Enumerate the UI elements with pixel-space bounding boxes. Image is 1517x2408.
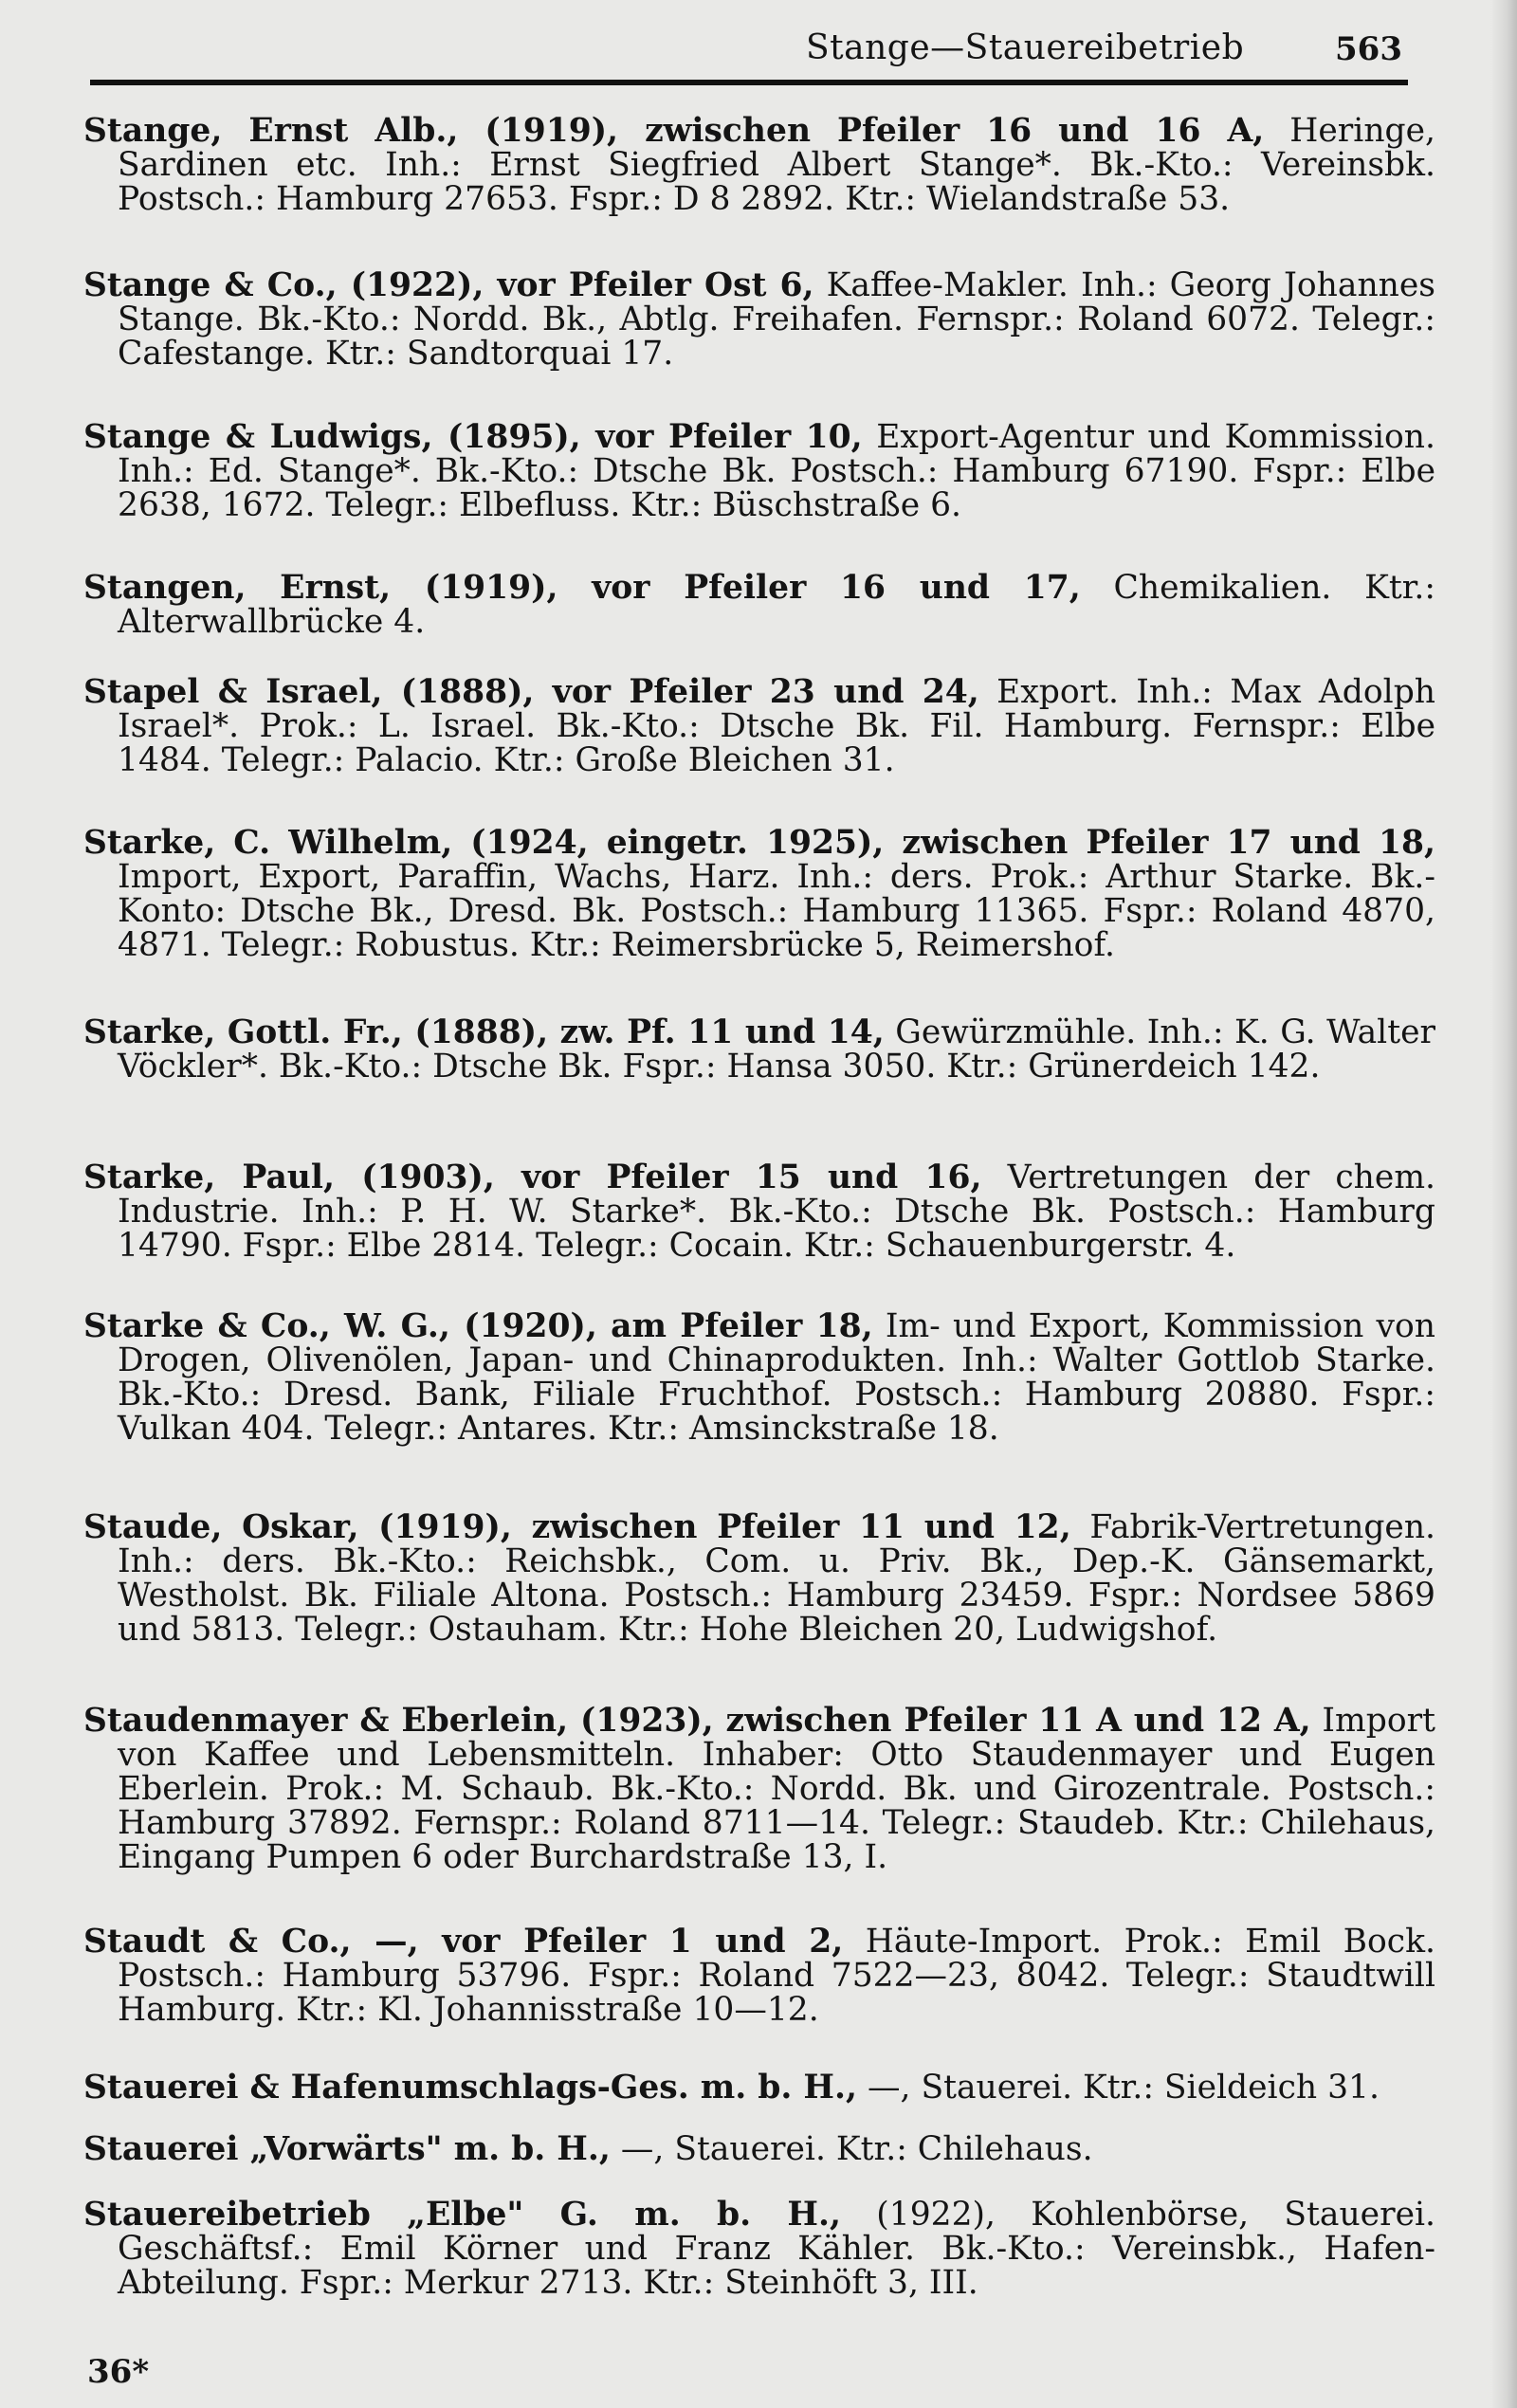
entry-text: Vertretungen der chem. Industrie. Inh.: P. H. W. Starke*. Bk.-Kto.: Dtsche Bk. Postsch.: Hamburg 14790. Fspr.: Elbe 2814. Telegr.: Cocain. Ktr.: Schauenburgerstr. 4. — [118, 1158, 1435, 1265]
entry-name: Starke & Co., W. G., (1920), am Pfeiler 18, — [83, 1307, 873, 1345]
entry-stapel-israel — [83, 675, 1435, 777]
entry-stange-co — [83, 268, 1435, 371]
entry-name: Stapel & Israel, (1888), vor Pfeiler 23 und 24, — [83, 673, 979, 711]
entry-text: Export-Agentur und Kommission. Inh.: Ed. Stange*. Bk.-Kto.: Dtsche Bk. Postsch.: Hamburg 67190. Fspr.: Elbe 2638, 1672. Telegr.: Elbefluss. Ktr.: Büschstraße 6. — [118, 418, 1435, 524]
entry-text: —, Stauerei. Ktr.: Sieldeich 31. — [857, 2069, 1380, 2107]
page-edge-shadow — [1490, 0, 1517, 2408]
entry-text: (1922), Kohlenbörse, Stauerei. Geschäftsf.: Emil Körner und Franz Kähler. Bk.-Kto.: Vereinsbk., Hafen-Abteilung. Fspr.: Merkur 2713. Ktr.: Steinhöft 3, III. — [118, 2196, 1435, 2302]
entry-text: Gewürzmühle. Inh.: K. G. Walter Vöckler*. Bk.-Kto.: Dtsche Bk. Fspr.: Hansa 3050. Ktr.: Grünerdeich 142. — [118, 1013, 1435, 1085]
entry-name: Staudt & Co., —, vor Pfeiler 1 und 2, — [83, 1923, 844, 1961]
entry-name: Stauereibetrieb „Elbe" G. m. b. H., — [83, 2196, 842, 2234]
entry-text: Chemikalien. Ktr.: Alterwallbrücke 4. — [118, 569, 1436, 641]
entry-starke-co-wg — [83, 1309, 1435, 1446]
entry-text: Kaffee-Makler. Inh.: Georg Johannes Stange. Bk.-Kto.: Nordd. Bk., Abtlg. Freihafen. Fernspr.: Roland 6072. Telegr.: Cafestange. Ktr.: Sandtorquai 17. — [118, 266, 1436, 373]
entry-text: Export. Inh.: Max Adolph Israel*. Prok.: L. Israel. Bk.-Kto.: Dtsche Bk. Fil. Hamburg. Fernspr.: Elbe 1484. Telegr.: Palacio. Ktr.: Große Bleichen 31. — [118, 673, 1435, 779]
entry-text: —, Stauerei. Ktr.: Chilehaus. — [610, 2130, 1093, 2168]
entry-name: Staude, Oskar, (1919), zwischen Pfeiler 11 und 12, — [83, 1508, 1071, 1546]
entry-staudt-co — [83, 1925, 1435, 2027]
entry-text: Häute-Import. Prok.: Emil Bock. Postsch.: Hamburg 53796. Fspr.: Roland 7522—23, 8042. Telegr.: Staudtwill Hamburg. Ktr.: Kl. Johannisstraße 10—12. — [118, 1923, 1435, 2029]
entry-stange-ludwigs — [83, 420, 1435, 522]
entry-stange-ernst-alb — [83, 114, 1435, 216]
entry-name: Starke, Gottl. Fr., (1888), zw. Pf. 11 und 14, — [83, 1013, 885, 1051]
entry-text: Im- und Export, Kommission von Drogen, Olivenölen, Japan- und Chinaprodukten. Inh.: Walter Gottlob Starke. Bk.-Kto.: Dresd. Bank, Filiale Fruchthof. Postsch.: Hamburg 20880. Fspr.: Vulkan 404. Telegr.: Antares. Ktr.: Amsinckstraße 18. — [118, 1307, 1436, 1448]
entry-stauereibetrieb-elbe — [83, 2198, 1435, 2300]
entry-name: Stange, Ernst Alb., (1919), zwischen Pfeiler 16 und 16 A, — [83, 112, 1265, 150]
entry-name: Starke, Paul, (1903), vor Pfeiler 15 und 16, — [83, 1158, 982, 1196]
signature-mark: 36* — [87, 2353, 150, 2391]
entry-starke-paul — [83, 1160, 1435, 1263]
running-head — [90, 27, 1408, 78]
entry-name: Stangen, Ernst, (1919), vor Pfeiler 16 und 17, — [83, 569, 1081, 607]
running-title: Stange—Stauereibetrieb — [806, 28, 1245, 67]
entry-text: Import, Export, Paraffin, Wachs, Harz. Inh.: ders. Prok.: Arthur Starke. Bk.-Konto: Dtsche Bk., Dresd. Bk. Postsch.: Hamburg 11365. Fspr.: Roland 4870, 4871. Telegr.: Robustus. Ktr.: Reimersbrücke 5, Reimershof. — [118, 858, 1435, 964]
entry-starke-gottl-fr — [83, 1015, 1435, 1084]
page-number: 563 — [1335, 30, 1402, 68]
entry-stauerei-hafenumschlags — [83, 2071, 1435, 2105]
header-rule — [90, 80, 1408, 85]
entry-name: Stauerei & Hafenumschlags-Ges. m. b. H., — [83, 2069, 858, 2107]
entry-stauerei-vorwaerts — [83, 2132, 1435, 2166]
entry-name: Staudenmayer & Eberlein, (1923), zwischen Pfeiler 11 A und 12 A, — [83, 1702, 1311, 1740]
entry-text: Heringe, Sardinen etc. Inh.: Ernst Siegfried Albert Stange*. Bk.-Kto.: Vereinsbk. Postsch.: Hamburg 27653. Fspr.: D 8 2892. Ktr.: Wielandstraße 53. — [118, 112, 1436, 218]
entry-name: Stange & Co., (1922), vor Pfeiler Ost 6, — [83, 266, 814, 304]
entry-stangen-ernst — [83, 571, 1435, 639]
entry-name: Stange & Ludwigs, (1895), vor Pfeiler 10, — [83, 418, 863, 456]
entry-staudenmayer-eberlein — [83, 1704, 1435, 1874]
entry-staude-oskar — [83, 1510, 1435, 1647]
entry-name: Stauerei „Vorwärts" m. b. H., — [83, 2130, 611, 2168]
entry-text: Fabrik-Vertretungen. Inh.: ders. Bk.-Kto.: Reichsbk., Com. u. Priv. Bk., Dep.-K. Gänsemarkt, Westholst. Bk. Filiale Altona. Postsch.: Hamburg 23459. Fspr.: Nordsee 5869 und 5813. Telegr.: Ostauham. Ktr.: Hohe Bleichen 20, Ludwigshof. — [118, 1508, 1436, 1649]
entry-starke-c-wilhelm — [83, 826, 1435, 962]
entry-text: Import von Kaffee und Lebensmitteln. Inhaber: Otto Staudenmayer und Eugen Eberlein. Prok.: M. Schaub. Bk.-Kto.: Nordd. Bk. und Girozentrale. Postsch.: Hamburg 37892. Fernspr.: Roland 8711—14. Telegr.: Staudeb. Ktr.: Chilehaus, Eingang Pumpen 6 oder Burchardstraße 13, I. — [118, 1702, 1435, 1876]
entry-name: Starke, C. Wilhelm, (1924, eingetr. 1925), zwischen Pfeiler 17 und 18, — [83, 824, 1435, 862]
